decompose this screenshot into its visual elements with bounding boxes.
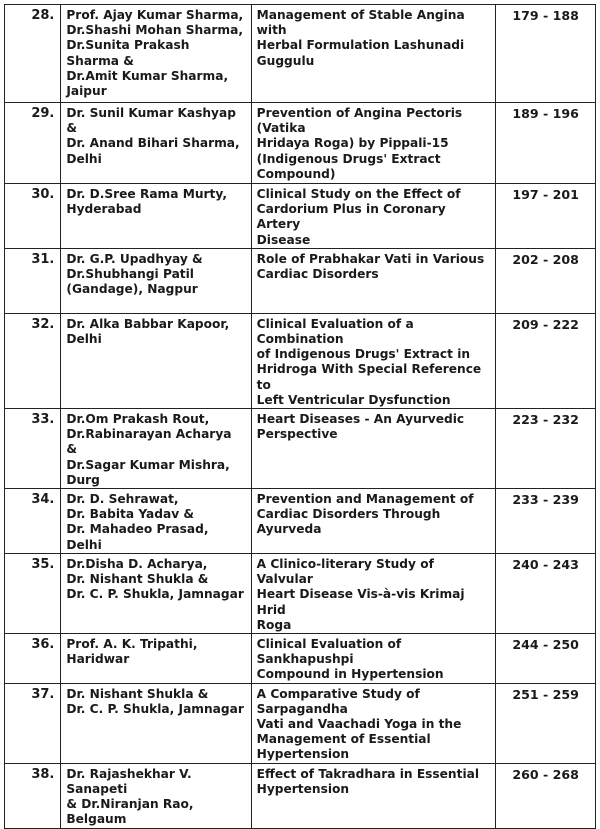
authors: Dr. D.Sree Rama Murty, Hyderabad (66, 187, 227, 217)
authors: Dr. Alka Babbar Kapoor, Delhi (66, 316, 230, 347)
page-range: 260 - 268 (496, 763, 596, 828)
article-title: Prevention and Management of Cardiac Disorders Through Ayurveda (256, 492, 474, 537)
page-range: 251 - 259 (496, 683, 596, 763)
authors: Dr.Disha D. Acharya, Dr. Nishant Shukla & Dr. C. P. Shukla, Jamnagar (66, 557, 244, 602)
row-number: 29. (5, 103, 61, 184)
table-row (5, 184, 596, 249)
table-row (5, 313, 596, 408)
page-range: 209 - 222 (496, 313, 596, 408)
row-number: 32. (5, 313, 61, 408)
table-row (5, 489, 596, 554)
table-row (5, 634, 596, 684)
page-range: 179 - 188 (496, 5, 596, 103)
row-number: 28. (5, 5, 61, 103)
article-title: Heart Diseases - An Ayurvedic Perspective (256, 412, 465, 442)
page-range: 197 - 201 (496, 184, 596, 249)
row-number: 30. (5, 184, 61, 249)
row-number: 37. (5, 683, 61, 763)
article-title: A Comparative Study of Sarpagandha Vati and Vaachadi Yoga in the Management of Essential Hypertension (256, 686, 462, 762)
row-number: 33. (5, 409, 61, 489)
row-number: 36. (5, 634, 61, 684)
table-row (5, 683, 596, 763)
article-title: Prevention of Angina Pectoris (Vatika Hridaya Roga) by Pippali-15 (Indigenous Drugs' Extract Compound) (256, 106, 463, 181)
table-row (5, 763, 596, 828)
page-range: 189 - 196 (496, 103, 596, 184)
authors: Dr. G.P. Upadhyay & Dr.Shubhangi Patil (Gandage), Nagpur (66, 251, 203, 297)
page-range: 223 - 232 (496, 409, 596, 489)
page-range: 244 - 250 (496, 634, 596, 684)
table-row (5, 409, 596, 489)
table-row (5, 5, 596, 103)
article-title: A Clinico-literary Study of Valvular Heart Disease Vis-à-vis Krimaj Hrid Roga (256, 557, 465, 632)
article-title: Clinical Study on the Effect of Cardorium Plus in Coronary Artery Disease (256, 187, 461, 247)
article-title: Clinical Evaluation of a Combination of Indigenous Drugs' Extract in Hridroga With Special Reference to Left Ventricular Dysfunction (256, 316, 482, 407)
authors: Prof. Ajay Kumar Sharma, Dr.Shashi Mohan Sharma, Dr.Sunita Prakash Sharma & Dr.Amit Kumar Sharma, Jaipur (66, 8, 244, 99)
page-range: 233 - 239 (496, 489, 596, 554)
row-number: 34. (5, 489, 61, 554)
contents-table (4, 4, 596, 829)
page-range: 202 - 208 (496, 248, 596, 313)
table-row (5, 554, 596, 634)
table-row (5, 248, 596, 313)
row-number: 38. (5, 763, 61, 828)
table-row (5, 103, 596, 184)
page-range: 240 - 243 (496, 554, 596, 634)
article-title: Management of Stable Angina with Herbal Formulation Lashunadi Guggulu (256, 8, 465, 68)
authors: Dr. D. Sehrawat, Dr. Babita Yadav & Dr. Mahadeo Prasad, Delhi (66, 492, 209, 552)
authors: Dr.Om Prakash Rout, Dr.Rabinarayan Acharya & Dr.Sagar Kumar Mishra, Durg (66, 412, 232, 487)
row-number: 35. (5, 554, 61, 634)
article-title: Effect of Takradhara in Essential Hypertension (256, 766, 480, 796)
authors: Prof. A. K. Tripathi, Haridwar (66, 637, 198, 667)
authors: Dr. Nishant Shukla & Dr. C. P. Shukla, Jamnagar (66, 686, 244, 716)
article-title: Clinical Evaluation of Sankhapushpi Compound in Hypertension (256, 637, 444, 682)
article-title: Role of Prabhakar Vati in Various Cardiac Disorders (256, 251, 485, 282)
authors: Dr. Rajashekhar V. Sanapeti & Dr.Niranjan Rao, Belgaum (66, 766, 194, 827)
authors: Dr. Sunil Kumar Kashyap & Dr. Anand Bihari Sharma, Delhi (66, 106, 240, 166)
row-number: 31. (5, 248, 61, 313)
